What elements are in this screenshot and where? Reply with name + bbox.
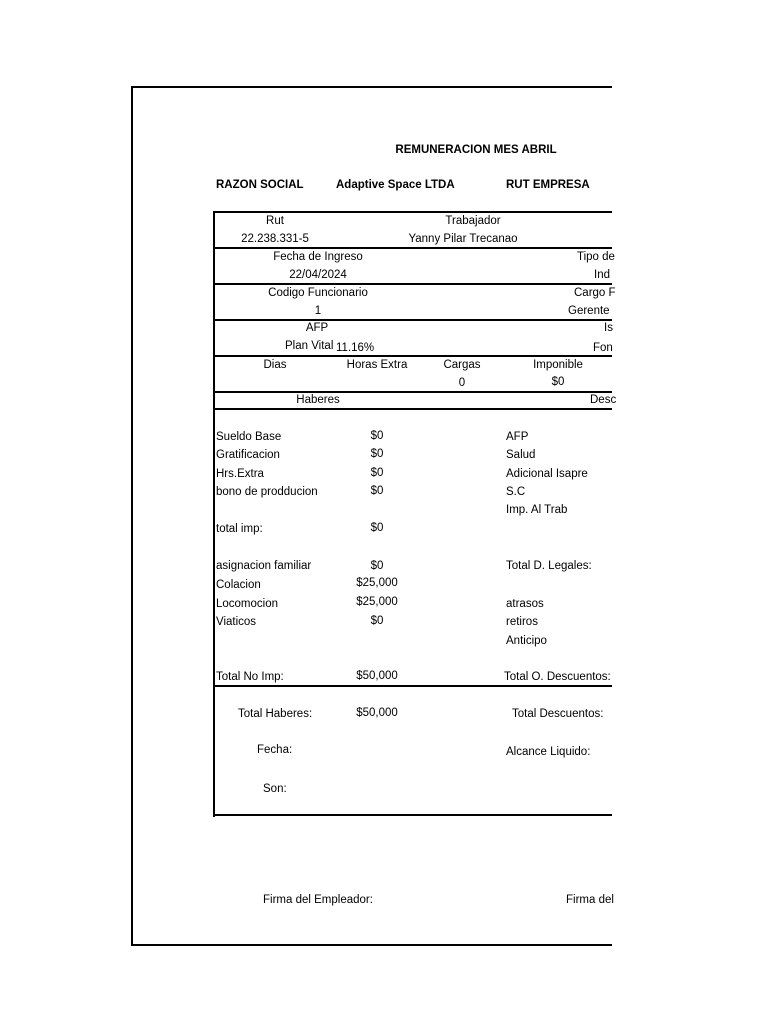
row-divider: [213, 247, 612, 249]
row-divider: [213, 391, 612, 393]
cargo-label: Cargo F: [574, 287, 616, 299]
firma-empleador-label: Firma del Empleador:: [263, 894, 373, 906]
cargas-value: 0: [458, 377, 466, 389]
descuento-legal-label: Salud: [506, 449, 536, 461]
haber-value: $0: [370, 467, 384, 479]
alcance-liquido-label: Alcance Liquido:: [506, 746, 591, 758]
row-divider: [213, 319, 612, 321]
razon-social-label: RAZON SOCIAL: [216, 179, 304, 191]
payslip-title: REMUNERACION MES ABRIL: [395, 144, 557, 156]
descuento-legal-label: AFP: [506, 431, 529, 443]
row-divider: [213, 408, 612, 410]
imponible-value: $0: [551, 376, 565, 388]
total-imp-value: $0: [370, 522, 384, 534]
codigo-funcionario-label: Codigo Funcionario: [268, 287, 368, 299]
haber-value: $0: [370, 448, 384, 460]
otro-descuento-label: atrasos: [506, 598, 544, 610]
fecha-label: Fecha:: [257, 744, 293, 756]
no-imp-label: asignacion familiar: [216, 560, 312, 572]
afp-rate: 11.16%: [336, 342, 375, 354]
codigo-funcionario-value: 1: [314, 305, 322, 317]
total-imp-label: total imp:: [216, 523, 263, 535]
cargo-value: Gerente: [568, 305, 610, 317]
son-label: Son:: [263, 783, 287, 795]
cargas-label: Cargas: [443, 359, 481, 371]
firma-trabajador-label: Firma del: [566, 894, 614, 906]
dias-label: Dias: [263, 359, 287, 371]
afp-value: Plan Vital: [285, 340, 334, 352]
table-top-border: [213, 211, 612, 213]
no-imp-label: Colacion: [216, 579, 261, 591]
descuento-legal-label: S.C: [506, 486, 526, 498]
haber-value: $0: [370, 430, 384, 442]
isapre-label: Is: [604, 322, 613, 334]
totals-divider: [213, 685, 612, 687]
rut-empresa-label: RUT EMPRESA: [506, 179, 590, 191]
no-imp-value: $0: [370, 560, 384, 572]
fecha-ingreso-value: 22/04/2024: [289, 269, 347, 281]
descuento-legal-label: Adicional Isapre: [506, 468, 588, 480]
haberes-header: Haberes: [296, 394, 340, 406]
afp-label: AFP: [305, 322, 329, 334]
imponible-label: Imponible: [533, 359, 583, 371]
total-o-descuentos-label: Total O. Descuentos:: [504, 671, 611, 683]
no-imp-value: $25,000: [356, 596, 398, 608]
otro-descuento-label: retiros: [506, 616, 538, 628]
tipo-contrato-value: Ind: [594, 269, 610, 281]
total-no-imp-label: Total No Imp:: [216, 671, 284, 683]
descuento-legal-label: Imp. Al Trab: [506, 504, 568, 516]
haber-value: $0: [370, 485, 384, 497]
total-haberes-value: $50,000: [356, 707, 398, 719]
haber-label: Hrs.Extra: [216, 468, 264, 480]
fecha-ingreso-label: Fecha de Ingreso: [273, 251, 363, 263]
haber-label: Gratificacion: [216, 449, 280, 461]
no-imp-value: $0: [370, 615, 384, 627]
rut-label: Rut: [266, 215, 284, 227]
haber-label: bono de prodducion: [216, 486, 318, 498]
rut-value: 22.238.331-5: [241, 233, 309, 245]
no-imp-label: Locomocion: [216, 598, 279, 610]
table-bottom-border: [213, 814, 612, 816]
no-imp-value: $25,000: [356, 577, 398, 589]
trabajador-value: Yanny Pilar Trecanao: [408, 233, 518, 245]
trabajador-label: Trabajador: [445, 215, 501, 227]
total-no-imp-value: $50,000: [356, 670, 398, 682]
razon-social-value: Adaptive Space LTDA: [336, 179, 455, 191]
total-d-legales-label: Total D. Legales:: [506, 560, 592, 572]
haber-label: Sueldo Base: [216, 431, 282, 443]
tipo-contrato-label: Tipo de: [577, 251, 615, 263]
row-divider: [213, 355, 612, 357]
row-divider: [213, 283, 612, 285]
descuentos-header: Desc: [590, 394, 617, 406]
horas-extra-label: Horas Extra: [346, 359, 408, 371]
total-descuentos-label: Total Descuentos:: [512, 708, 604, 720]
otro-descuento-label: Anticipo: [506, 635, 547, 647]
no-imp-label: Viaticos: [216, 616, 257, 628]
table-left-border: [213, 211, 215, 817]
isapre-value: Fon: [593, 342, 613, 354]
total-haberes-label: Total Haberes:: [238, 708, 313, 720]
